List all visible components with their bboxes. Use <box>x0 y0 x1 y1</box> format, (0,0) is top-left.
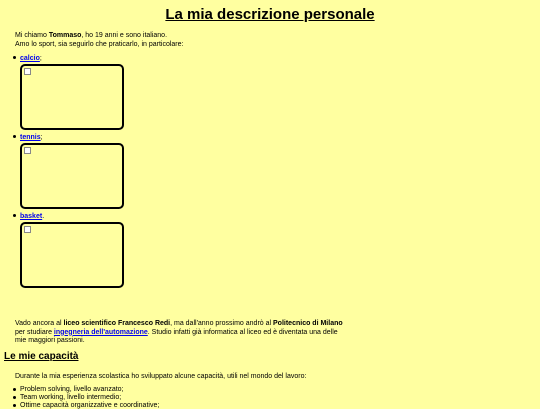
bullet-icon <box>13 404 16 407</box>
bullet-icon <box>13 56 16 59</box>
tennis-image <box>20 143 124 209</box>
engineering-link[interactable]: ingegneria dell'automazione <box>53 328 148 336</box>
basket-link[interactable]: basket <box>20 213 43 220</box>
school-paragraph <box>15 320 350 346</box>
bullet-icon <box>13 135 16 138</box>
calcio-image <box>20 64 124 130</box>
broken-image-icon <box>24 226 31 233</box>
list-item-basket <box>20 213 124 288</box>
basket-image <box>20 222 124 288</box>
bullet-icon <box>13 396 16 399</box>
skill-text: Problem solving, livello avanzato; <box>20 386 124 393</box>
skills-list <box>20 386 159 409</box>
skill-text: Team working, livello intermedio; <box>20 393 122 401</box>
school-text: Vado ancora al <box>15 320 64 327</box>
page-title: La mia descrizione personale <box>165 6 375 23</box>
list-suffix: ; <box>39 55 42 62</box>
list-item <box>20 402 159 409</box>
list-suffix: ; <box>40 134 43 141</box>
bullet-icon <box>13 214 16 217</box>
intro-text: Amo lo sport, sia seguirlo che praticarlo, in particolare: <box>15 40 184 48</box>
broken-image-icon <box>24 147 31 154</box>
list-suffix: . <box>42 213 45 220</box>
intro-text: , ho 19 anni e sono italiano. <box>81 32 168 39</box>
university-name: Politecnico di Milano <box>273 320 343 327</box>
list-item <box>20 394 159 402</box>
skills-heading: Le mie capacità <box>4 351 79 362</box>
name-text: Tommaso <box>48 32 82 39</box>
skills-intro: Durante la mia esperienza scolastica ho sviluppato alcune capacità, utili nel mondo del lavoro: <box>15 373 307 380</box>
broken-image-icon <box>24 68 31 75</box>
list-item-tennis <box>20 134 124 209</box>
tennis-link[interactable]: tennis <box>20 134 41 141</box>
liceo-name: liceo scientifico Francesco Redi <box>63 320 171 327</box>
skill-text: Ottime capacità organizzative e coordinative; <box>20 401 160 409</box>
intro-paragraph <box>15 32 183 49</box>
list-item-calcio <box>20 55 124 130</box>
school-text: . Studio infatti già informatica al liceo ed è diventata una delle mie maggiori passioni. <box>15 328 338 344</box>
school-text: , ma dall'anno prossimo andrò al <box>170 320 274 327</box>
list-item <box>20 386 159 394</box>
sports-list <box>20 55 124 292</box>
intro-text: Mi chiamo <box>15 32 49 39</box>
school-text: per studiare <box>15 328 54 336</box>
calcio-link[interactable]: calcio <box>20 55 40 62</box>
bullet-icon <box>13 388 16 391</box>
